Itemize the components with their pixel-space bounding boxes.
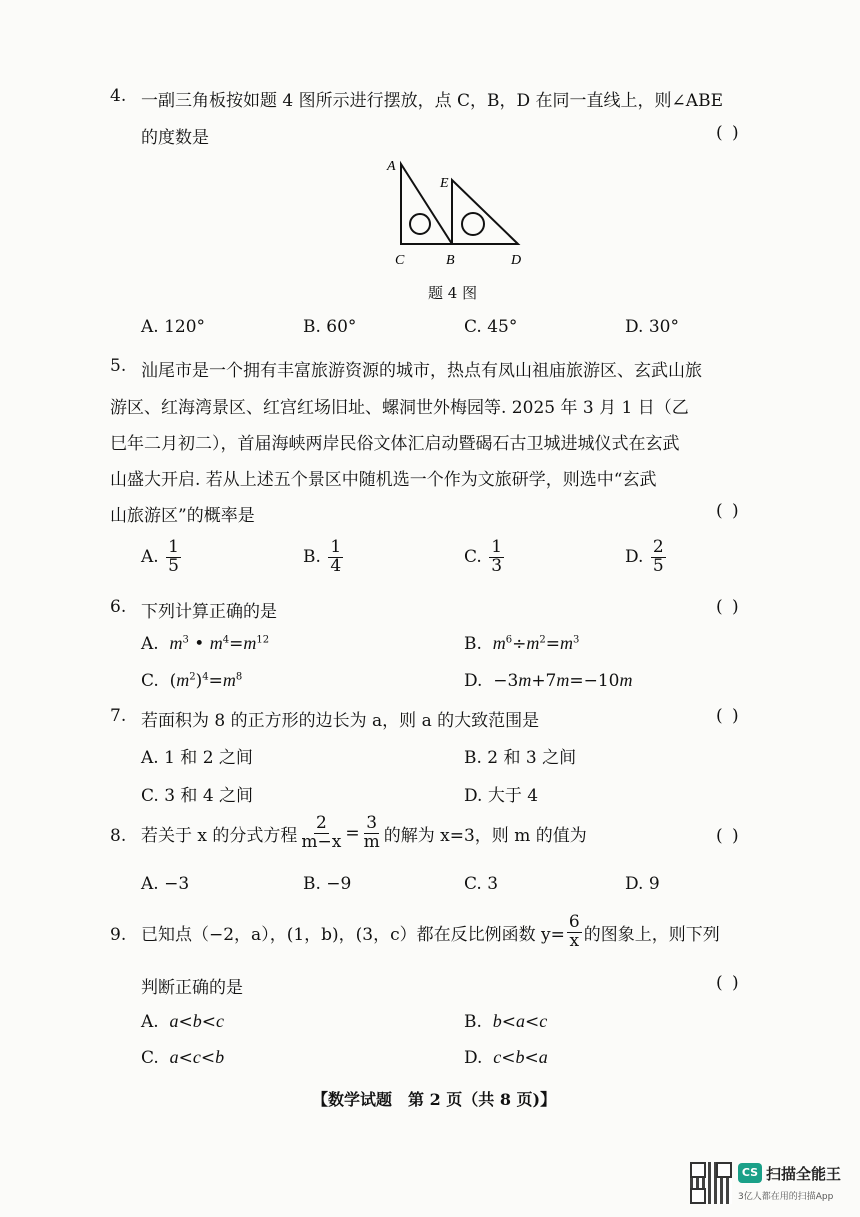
q5-line-1: 汕尾市是一个拥有丰富旅游资源的城市，热点有凤山祖庙旅游区、玄武山旅 bbox=[141, 361, 702, 381]
label-a: A bbox=[387, 159, 396, 174]
q9-option-d-label: D. bbox=[464, 1048, 483, 1068]
q6-option-b: B. $m^6\div m^2=m^3$ bbox=[464, 633, 580, 654]
q8-option-a: A. −3 bbox=[141, 874, 190, 894]
q5-number: 5. bbox=[110, 356, 127, 376]
q8-frac1-num: 2 bbox=[315, 813, 327, 833]
q8-answer-paren: ( ) bbox=[716, 826, 741, 846]
q5-option-c-label: C. bbox=[464, 546, 482, 567]
q5-option-a-num: 1 bbox=[168, 537, 179, 557]
q5-option-b-label: B. bbox=[303, 546, 321, 567]
q6-option-d: D. −3m+7m=−10m bbox=[464, 670, 633, 691]
q5-option-b-den: 4 bbox=[330, 555, 342, 576]
q5-option-a-label: A. bbox=[141, 546, 159, 567]
q9-answer-paren: ( ) bbox=[716, 973, 741, 993]
q9-number: 9. bbox=[110, 925, 127, 945]
q7-number: 7. bbox=[110, 706, 127, 726]
q9-frac-den: x bbox=[569, 930, 580, 951]
scanner-tagline: 3亿人都在用的扫描App bbox=[738, 1192, 834, 1202]
label-c: C bbox=[395, 253, 405, 268]
page-footer: 【数学试题 第 2 页（共 8 页)】 bbox=[312, 1090, 557, 1109]
q6-option-a-label: A. bbox=[141, 634, 159, 654]
qr-code-icon bbox=[690, 1162, 732, 1204]
q8-stem-before: 若关于 x 的分式方程 bbox=[141, 825, 298, 846]
q4-figure-caption: 题 4 图 bbox=[428, 284, 478, 302]
q4-figure bbox=[385, 152, 530, 272]
q8-stem: 若关于 x 的分式方程 $\frac{2}{m-x}$ = $\frac{3}{m}$ 的解为 x=3，则 m 的值为 bbox=[141, 813, 587, 852]
q5-option-d-den: 5 bbox=[652, 555, 664, 576]
q6-option-d-label: D. bbox=[464, 671, 483, 691]
q5-option-d-label: D. bbox=[625, 546, 644, 567]
q9-option-d: D. c<b<a bbox=[464, 1047, 548, 1068]
q5-option-b-num: 1 bbox=[330, 537, 342, 557]
q9-option-a: A. a<b<c bbox=[141, 1011, 224, 1032]
q7-option-a: A. 1 和 2 之间 bbox=[141, 748, 253, 768]
q6-option-b-label: B. bbox=[464, 634, 482, 654]
cs-logo-icon: CS bbox=[738, 1163, 762, 1183]
q8-frac2-den: m bbox=[363, 831, 380, 852]
q5-line-3: 巳年二月初二），首届海峡两岸民俗文体汇启动暨碣石古卫城进城仪式在玄武 bbox=[110, 434, 680, 454]
q7-stem: 若面积为 8 的正方形的边长为 a，则 a 的大致范围是 bbox=[141, 711, 540, 731]
q4-option-b: B. 60° bbox=[303, 317, 357, 337]
triangle-ebd-hole bbox=[462, 213, 484, 235]
q6-option-c: C. $(m^2)^4=m^8$ bbox=[141, 670, 243, 691]
q5-option-d-num: 2 bbox=[652, 537, 664, 557]
q5-option-c bbox=[464, 539, 506, 576]
q5-line-2: 游区、红海湾景区、红宫红场旧址、螺洞世外梅园等. 2025 年 3 月 1 日（乙 bbox=[110, 398, 689, 418]
q9-stem bbox=[141, 914, 720, 951]
q7-option-d: D. 大于 4 bbox=[464, 786, 539, 806]
q6-option-c-label: C. bbox=[141, 671, 159, 691]
q5-option-a bbox=[141, 539, 183, 576]
q5-answer-paren: ( ) bbox=[716, 501, 741, 521]
q9-option-c-label: C. bbox=[141, 1048, 159, 1068]
q8-stem-after: 的解为 x=3，则 m 的值为 bbox=[383, 825, 587, 846]
q5-line-5: 山旅游区”的概率是 bbox=[110, 506, 255, 526]
q8-option-b: B. −9 bbox=[303, 874, 352, 894]
label-e: E bbox=[440, 176, 449, 191]
q9-stem-after: 的图象上，则下列 bbox=[583, 924, 720, 945]
label-b: B bbox=[446, 253, 455, 268]
q5-option-c-num: 1 bbox=[491, 537, 503, 557]
q4-option-a: A. 120° bbox=[141, 317, 206, 337]
q5-option-a-den: 5 bbox=[168, 555, 179, 576]
q9-option-c: C. a<c<b bbox=[141, 1047, 225, 1068]
triangle-ebd bbox=[452, 180, 518, 244]
q6-number: 6. bbox=[110, 597, 127, 617]
q4-option-d: D. 30° bbox=[625, 317, 679, 337]
q4-answer-paren: ( ) bbox=[716, 123, 741, 143]
triangle-abc-hole bbox=[410, 214, 430, 234]
q6-answer-paren: ( ) bbox=[716, 597, 741, 617]
q9-line2: 判断正确的是 bbox=[141, 978, 243, 998]
q7-option-c: C. 3 和 4 之间 bbox=[141, 786, 254, 806]
q8-frac2-num: 3 bbox=[366, 813, 378, 833]
q5-option-d bbox=[625, 539, 668, 576]
q4-line1: 一副三角板按如题 4 图所示进行摆放，点 C，B，D 在同一直线上，则∠ABE bbox=[141, 91, 723, 111]
q7-answer-paren: ( ) bbox=[716, 706, 741, 726]
q9-stem-before: 已知点（−2，a），(1，b)，(3，c）都在反比例函数 y= bbox=[141, 924, 565, 945]
q4-number: 4. bbox=[110, 86, 127, 106]
q5-option-c-den: 3 bbox=[491, 555, 503, 576]
q9-option-b: B. b<a<c bbox=[464, 1011, 548, 1032]
q7-option-b: B. 2 和 3 之间 bbox=[464, 748, 577, 768]
q5-option-b bbox=[303, 539, 345, 576]
q9-option-a-label: A. bbox=[141, 1012, 159, 1032]
q9-frac-num: 6 bbox=[568, 912, 580, 932]
q8-option-c: C. 3 bbox=[464, 874, 499, 894]
q4-option-c: C. 45° bbox=[464, 317, 518, 337]
label-d: D bbox=[511, 253, 522, 268]
scanner-app-name: 扫描全能王 bbox=[766, 1165, 842, 1183]
q8-number: 8. bbox=[110, 826, 127, 846]
q6-option-a: A. $m^3$ • $m^4=m^{12}$ bbox=[141, 633, 270, 654]
q5-line-4: 山盛大开启. 若从上述五个景区中随机选一个作为文旅研学，则选中“玄武 bbox=[110, 470, 657, 490]
q9-option-b-label: B. bbox=[464, 1012, 482, 1032]
q8-frac1-den: m−x bbox=[301, 831, 342, 852]
q4-line2: 的度数是 bbox=[141, 128, 209, 148]
q8-option-d: D. 9 bbox=[625, 874, 660, 894]
q6-stem: 下列计算正确的是 bbox=[141, 602, 277, 622]
